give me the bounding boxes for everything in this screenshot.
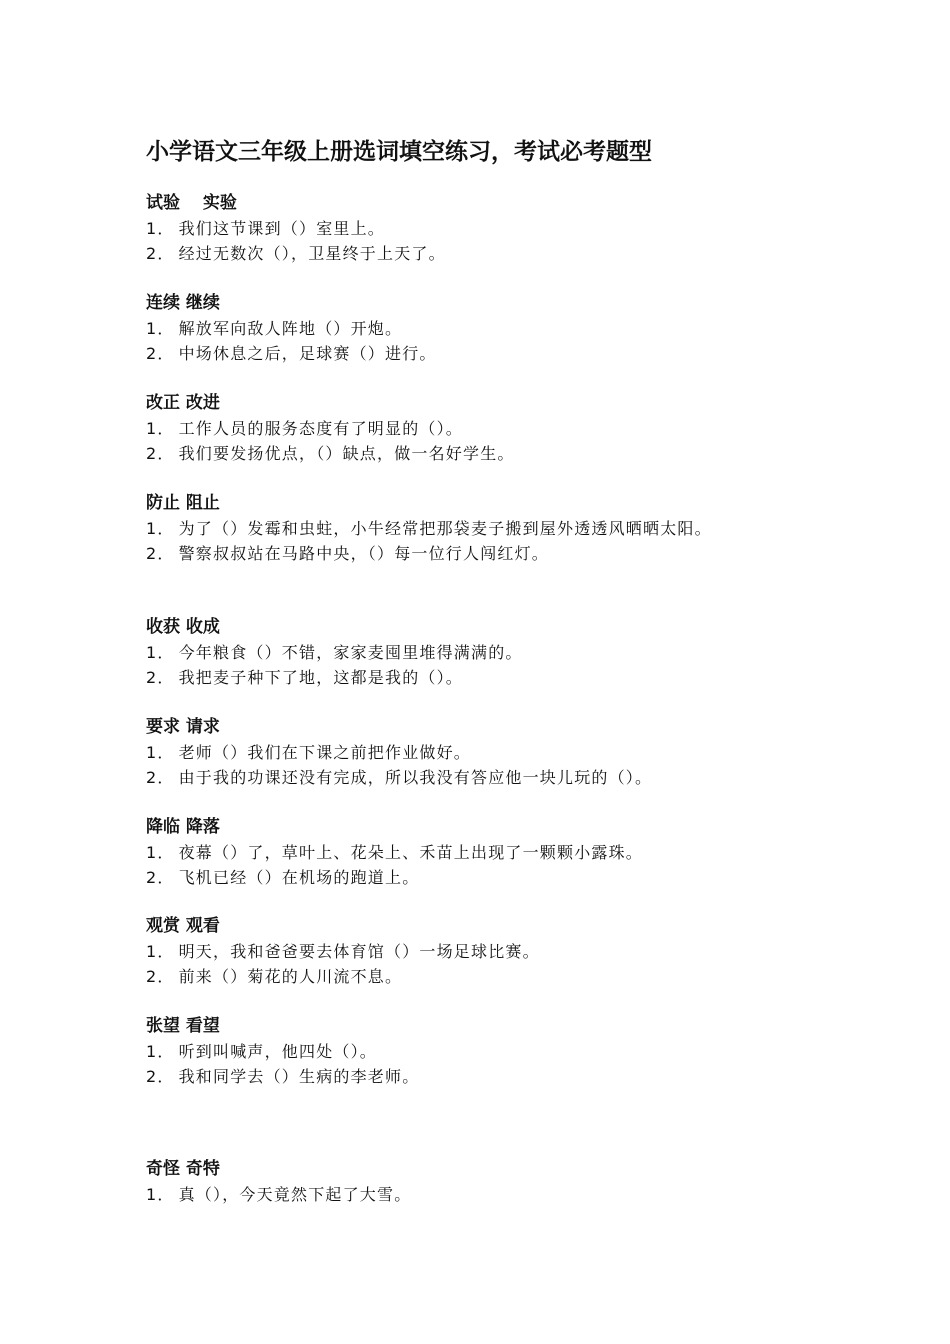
question: 1． 今年粮食（）不错，家家麦囤里堆得满满的。 bbox=[146, 643, 523, 662]
section-5 bbox=[146, 615, 826, 690]
question: 1． 解放军向敌人阵地（）开炮。 bbox=[146, 319, 403, 338]
section-10 bbox=[146, 1157, 826, 1207]
question: 1． 工作人员的服务态度有了明显的（）。 bbox=[146, 419, 463, 438]
question: 2． 飞机已经（）在机场的跑道上。 bbox=[146, 868, 420, 887]
section-9 bbox=[146, 1014, 826, 1089]
section-4 bbox=[146, 491, 826, 566]
section-6 bbox=[146, 715, 826, 790]
section-1 bbox=[146, 191, 826, 266]
question: 2． 中场休息之后，足球赛（）进行。 bbox=[146, 344, 437, 363]
question: 1． 老师（）我们在下课之前把作业做好。 bbox=[146, 743, 471, 762]
word-pair: 降临 降落 bbox=[146, 817, 220, 837]
question: 2． 前来（）菊花的人川流不息。 bbox=[146, 967, 403, 986]
question: 1． 夜幕（）了，草叶上、花朵上、禾苗上出现了一颗颗小露珠。 bbox=[146, 843, 643, 862]
question: 2． 我把麦子种下了地，这都是我的（）。 bbox=[146, 668, 463, 687]
question: 1． 我们这节课到（）室里上。 bbox=[146, 219, 385, 238]
word-pair: 连续 继续 bbox=[146, 293, 220, 313]
section-7 bbox=[146, 815, 826, 890]
question: 1． 为了（）发霉和虫蛀，小牛经常把那袋麦子搬到屋外透透风晒晒太阳。 bbox=[146, 519, 712, 538]
word-pair: 奇怪 奇特 bbox=[146, 1159, 220, 1179]
document-title: 小学语文三年级上册选词填空练习，考试必考题型 bbox=[146, 138, 652, 165]
section-2 bbox=[146, 291, 826, 366]
word-pair: 试验 实验 bbox=[146, 193, 237, 213]
word-pair: 防止 阻止 bbox=[146, 493, 220, 513]
question: 2． 经过无数次（），卫星终于上天了。 bbox=[146, 244, 446, 263]
word-pair: 收获 收成 bbox=[146, 617, 220, 637]
question: 2． 我们要发扬优点，（）缺点，做一名好学生。 bbox=[146, 444, 515, 463]
question: 1． 听到叫喊声，他四处（）。 bbox=[146, 1042, 377, 1061]
question: 2． 我和同学去（）生病的李老师。 bbox=[146, 1067, 420, 1086]
section-3 bbox=[146, 391, 826, 466]
question: 2． 警察叔叔站在马路中央，（）每一位行人闯红灯。 bbox=[146, 544, 549, 563]
word-pair: 改正 改进 bbox=[146, 393, 220, 413]
section-8 bbox=[146, 914, 826, 989]
word-pair: 张望 看望 bbox=[146, 1016, 220, 1036]
word-pair: 要求 请求 bbox=[146, 717, 220, 737]
question: 1． 真（），今天竟然下起了大雪。 bbox=[146, 1185, 412, 1204]
question: 2． 由于我的功课还没有完成，所以我没有答应他一块儿玩的（）。 bbox=[146, 768, 653, 787]
word-pair: 观赏 观看 bbox=[146, 916, 220, 936]
question: 1． 明天，我和爸爸要去体育馆（）一场足球比赛。 bbox=[146, 942, 540, 961]
